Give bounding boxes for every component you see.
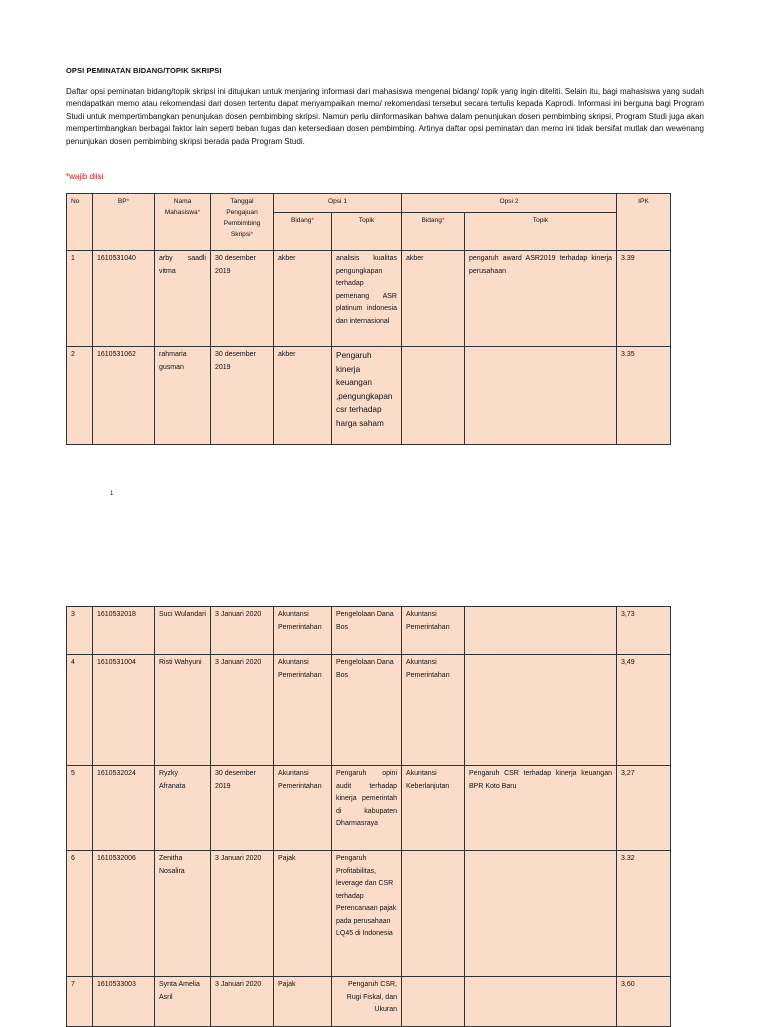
cell-topik2	[465, 977, 617, 1027]
cell-bidang2	[402, 977, 465, 1027]
cell-no: 6	[67, 851, 93, 977]
cell-topik1: Pengaruh CSR, Rugi Fiskal, dan Ukuran	[332, 977, 402, 1027]
cell-bidang1: Akuntansi Pemerintahan	[274, 607, 332, 655]
page-number: 1	[110, 491, 114, 497]
header-ipk: IPK	[617, 194, 671, 251]
cell-topik1: Pengelolaan Dana Bos	[332, 607, 402, 655]
header-bidang1: Bidang*	[274, 213, 332, 251]
cell-bidang1: akber	[274, 347, 332, 445]
table-row	[67, 251, 671, 347]
cell-bp: 1610532018	[93, 607, 155, 655]
cell-bidang2: akber	[402, 251, 465, 347]
cell-topik2: Pengaruh CSR terhadap kinerja keuangan BPR Koto Baru	[465, 766, 617, 851]
cell-bidang2: Akuntansi Pemerintahan	[402, 607, 465, 655]
cell-topik1: Pengaruh kinerja keuangan ,pengungkapan csr terhadap harga saham	[332, 347, 402, 445]
header-bp: BP*	[93, 194, 155, 251]
cell-bidang1: Pajak	[274, 851, 332, 977]
cell-tanggal: 30 desember 2019	[211, 251, 274, 347]
cell-ipk: 3.35	[617, 347, 671, 445]
cell-tanggal: 30 desember 2019	[211, 766, 274, 851]
document-title: OPSI PEMINATAN BIDANG/TOPIK SKRIPSI	[66, 66, 222, 75]
cell-no: 5	[67, 766, 93, 851]
header-bidang2: Bidang*	[402, 213, 465, 251]
cell-ipk: 3,60	[617, 977, 671, 1027]
cell-bidang2	[402, 851, 465, 977]
table-row	[67, 347, 671, 445]
cell-tanggal: 3 Januari 2020	[211, 607, 274, 655]
cell-bidang1: Akuntansi Pemerintahan	[274, 655, 332, 766]
cell-nama: Ryzky Afranata	[155, 766, 211, 851]
cell-topik1: Pengaruh opini audit terhadap kinerja pemerintah di kabupaten Dharmasraya	[332, 766, 402, 851]
table-row	[67, 655, 671, 766]
cell-topik2	[465, 655, 617, 766]
cell-bidang1: Akuntansi Pemerintahan	[274, 766, 332, 851]
cell-topik2	[465, 851, 617, 977]
header-topik1: Topik	[332, 213, 402, 251]
cell-bidang1: akber	[274, 251, 332, 347]
cell-topik1: analisis kualitas pengungkapan terhadap pemenang ASR platinum indonesia dan internasional	[332, 251, 402, 347]
cell-nama: Synta Amelia Asril	[155, 977, 211, 1027]
options-table-1	[66, 193, 671, 445]
cell-no: 4	[67, 655, 93, 766]
cell-bp: 1610531040	[93, 251, 155, 347]
cell-ipk: 3.32	[617, 851, 671, 977]
table-row	[67, 766, 671, 851]
cell-ipk: 3,73	[617, 607, 671, 655]
cell-no: 1	[67, 251, 93, 347]
cell-topik2	[465, 607, 617, 655]
header-opsi2: Opsi 2	[402, 194, 617, 213]
cell-tanggal: 3 Januari 2020	[211, 851, 274, 977]
cell-bp: 1610532006	[93, 851, 155, 977]
cell-topik2	[465, 347, 617, 445]
cell-topik2: pengaruh award ASR2019 terhadap kinerja perusahaan	[465, 251, 617, 347]
cell-bidang1: Pajak	[274, 977, 332, 1027]
table-row	[67, 607, 671, 655]
table-row	[67, 977, 671, 1027]
cell-bp: 1610531062	[93, 347, 155, 445]
cell-topik1: Pengaruh Profitabilitas, leverage dan CSR terhadap Perencanaan pajak pada perusahaan LQ45 di Indonesia	[332, 851, 402, 977]
cell-bp: 1610531004	[93, 655, 155, 766]
options-table-2	[66, 606, 671, 1027]
cell-bidang2: Akuntansi Keberlanjutan	[402, 766, 465, 851]
cell-tanggal: 3 Januari 2020	[211, 977, 274, 1027]
cell-no: 7	[67, 977, 93, 1027]
cell-bp: 1610532024	[93, 766, 155, 851]
header-topik2: Topik	[465, 213, 617, 251]
cell-ipk: 3.39	[617, 251, 671, 347]
cell-nama: Risti Wahyuni	[155, 655, 211, 766]
header-nama: Nama Mahasiswa*	[155, 194, 211, 251]
required-note: *wajib diisi	[66, 172, 104, 181]
header-no: No	[67, 194, 93, 251]
cell-no: 2	[67, 347, 93, 445]
cell-no: 3	[67, 607, 93, 655]
cell-bp: 1610533003	[93, 977, 155, 1027]
cell-ipk: 3,27	[617, 766, 671, 851]
cell-nama: arby saadli vitma	[155, 251, 211, 347]
cell-bidang2: Akuntansi Pemerintahan	[402, 655, 465, 766]
table-row	[67, 851, 671, 977]
cell-tanggal: 30 desember 2019	[211, 347, 274, 445]
cell-ipk: 3,49	[617, 655, 671, 766]
cell-nama: rahmaria gusman	[155, 347, 211, 445]
cell-tanggal: 3 Januari 2020	[211, 655, 274, 766]
header-tanggal: Tanggal Pengajuan Pembimbing Skripsi*	[211, 194, 274, 251]
intro-paragraph: Daftar opsi peminatan bidang/topik skripsi ini ditujukan untuk menjaring informasi dari mahasiswa mengenai bidang/ topik yang ingin diteliti. Selain itu, bagi mahasiswa yang sudah mendapatkan memo atau rekomendasi dari dosen tertentu dapat menyampaikan memo/ rekomendasi tersebut secara tertulis kepada Kaprodi. Informasi ini berguna bagi Program Studi untuk mempertimbangkan penunjukan dosen pembimbing skripsi. Namun perlu diinformasikan bahwa dalam penunjukan dosen pembimbing skripsi, Program Studi juga akan mempertimbangkan berbagai faktor lain seperti beban tugas dan ketersediaan dosen pembimbing. Artinya daftar opsi peminatan dan memo ini tidak bersifat mutlak dan wewenang penunjukan dosen pembimbing skripsi berada pada Program Studi.	[66, 87, 704, 146]
cell-topik1: Pengelolaan Dana Bos	[332, 655, 402, 766]
cell-nama: Suci Wulandari	[155, 607, 211, 655]
header-opsi1: Opsi 1	[274, 194, 402, 213]
cell-bidang2	[402, 347, 465, 445]
cell-nama: Zenitha Nosalira	[155, 851, 211, 977]
